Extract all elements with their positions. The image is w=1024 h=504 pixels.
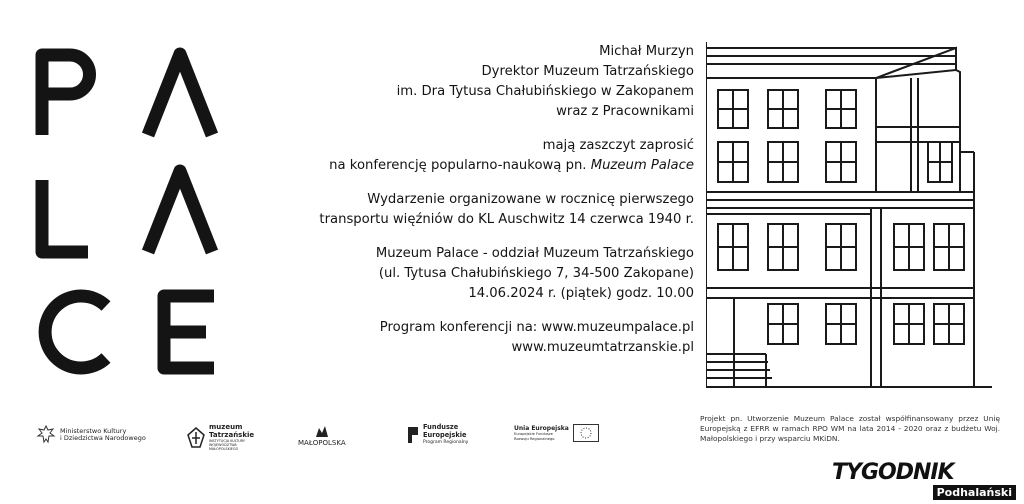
eu-flag-icon bbox=[573, 424, 599, 442]
event-datetime: 14.06.2024 r. (piątek) godz. 10.00 bbox=[468, 286, 694, 301]
conference-prefix: na konferencję popularno-naukową pn. bbox=[329, 158, 591, 173]
funds-sub: Program Regionalny bbox=[423, 440, 469, 445]
eu-sub-2: Rozwoju Regionalnego bbox=[514, 436, 555, 441]
partner-ministry bbox=[36, 424, 146, 446]
mountain-icon bbox=[315, 424, 329, 438]
venue-block bbox=[274, 244, 694, 304]
logo-letter-l bbox=[42, 180, 88, 252]
logo-letter-a-1 bbox=[148, 54, 212, 135]
partner-funds bbox=[406, 424, 468, 447]
program-link-2[interactable]: www.muzeumtatrzanskie.pl bbox=[511, 340, 694, 355]
logo-letter-a-2 bbox=[148, 171, 212, 252]
host-block bbox=[274, 42, 694, 122]
building-illustration bbox=[706, 42, 992, 394]
invite-line: mają zaszczyt zaprosić bbox=[542, 138, 694, 153]
watermark-title: TYGODNIK bbox=[832, 460, 954, 485]
host-institution: im. Dra Tytusa Chałubińskiego w Zakopanem bbox=[396, 84, 694, 99]
partner-malopolska bbox=[298, 424, 346, 448]
museum-line-1: muzeum bbox=[209, 423, 243, 431]
flag-icon bbox=[406, 425, 420, 445]
host-staff: wraz z Pracownikami bbox=[556, 104, 694, 119]
occasion-line-1: Wydarzenie organizowane w rocznicę pierwszego bbox=[367, 192, 694, 207]
logo-letter-p bbox=[42, 55, 90, 135]
malopolska-name: MAŁOPOLSKA bbox=[298, 439, 346, 447]
logo-letter-c bbox=[45, 296, 106, 368]
funding-note: Projekt pn. Utworzenie Muzeum Palace został współfinansowany przez Unię Europejską z EFRR w ramach RPO WM na lata 2014 - 2020 oraz z budżetu Woj. Małopolskiego i przy wsparciu MKiDN. bbox=[700, 414, 1000, 443]
watermark-subtitle: Podhalański bbox=[933, 485, 1016, 500]
eu-line-1: Unia Europejska bbox=[514, 424, 569, 432]
program-block bbox=[274, 318, 694, 358]
museum-emblem-icon bbox=[186, 427, 206, 449]
partner-eu bbox=[514, 424, 599, 442]
funds-line-2: Europejskie bbox=[423, 430, 467, 439]
eagle-icon bbox=[36, 424, 56, 446]
conference-line bbox=[274, 156, 694, 176]
ministry-line-2: i Dziedzictwa Narodowego bbox=[60, 434, 146, 442]
occasion-block bbox=[274, 190, 694, 230]
palace-logo bbox=[30, 40, 230, 380]
occasion-line-2: transportu więźniów do KL Auschwitz 14 czerwca 1940 r. bbox=[319, 212, 694, 227]
tygodnik-watermark bbox=[832, 460, 1018, 500]
invite-block bbox=[274, 136, 694, 176]
venue-address: (ul. Tytusa Chałubińskiego 7, 34-500 Zakopane) bbox=[378, 266, 694, 281]
host-title: Dyrektor Muzeum Tatrzańskiego bbox=[481, 64, 694, 79]
logo-letter-e bbox=[164, 296, 214, 368]
eu-sub-1: Europejskie Fundusze bbox=[514, 432, 553, 437]
invitation-text bbox=[274, 42, 694, 358]
museum-sub: INSTYTUCJA KULTURY WOJEWÓDZTWA MAŁOPOLSKIEGO bbox=[209, 439, 245, 452]
museum-line-2: Tatrzańskie bbox=[209, 430, 255, 439]
partner-museum bbox=[186, 424, 259, 452]
conference-title: Muzeum Palace bbox=[590, 158, 694, 173]
ministry-line-1: Ministerstwo Kultury bbox=[60, 426, 127, 435]
venue-name: Muzeum Palace - oddział Muzeum Tatrzańskiego bbox=[375, 246, 694, 261]
host-name: Michał Murzyn bbox=[599, 44, 694, 59]
funds-line-1: Fundusze bbox=[423, 423, 459, 431]
program-link-1[interactable]: Program konferencji na: www.muzeumpalace.pl bbox=[379, 320, 694, 335]
